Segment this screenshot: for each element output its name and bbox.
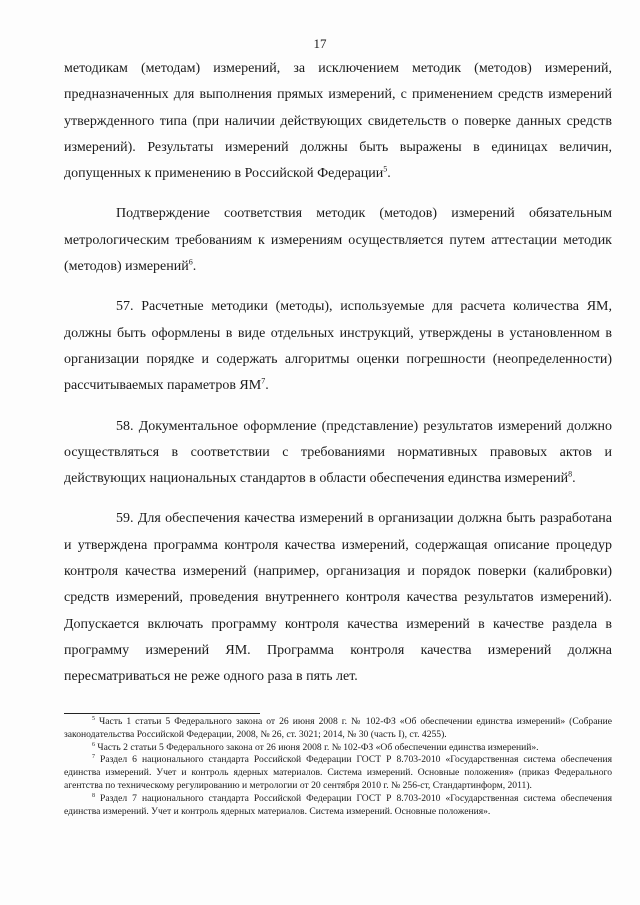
body-text — [64, 56, 612, 705]
paragraph-text: 57. Расчетные методики (методы), используемые для расчета количества ЯМ, должны быть оформлены в виде отдельных инструкций, утверждены в установленном в организации порядке и содержать алгоритмы оценки погрешности (неопределенности) рассчитываемых параметров ЯМ — [64, 299, 612, 394]
paragraph-continuation: методикам (методам) измерений, за исключением методик (методов) измерений, предназначенных для выполнения прямых измерений, с применением средств измерений утвержденного типа (при наличии действующих свидетельств о поверке данных средств измерений). Результаты измерений должны быть выражены в единицах величин, допущенных к применению в Российской Федерации$^5$. — [64, 61, 612, 182]
footnote-text: Раздел 7 национального стандарта Российской Федерации ГОСТ Р 8.703-2010 «Государственная система обеспечения единства измерений. Учет и контроль ядерных материалов. Система измерений. Основные положения». — [64, 792, 612, 817]
footnote-item — [64, 793, 612, 819]
footnote-text: Часть 2 статьи 5 Федерального закона от 26 июня 2008 г. № 102-ФЗ «Об обеспечении единства измерений». — [97, 741, 539, 753]
footnote-text: Раздел 6 национального стандарта Российской Федерации ГОСТ Р 8.703-2010 «Государственная система обеспечения единства измерений. Учет и контроль ядерных материалов. Система измерений. Основные положения» (приказ Федерального агентства по техническому регулированию и метрологии от 20 сентября 2010 г. № 256-ст, Стандартинформ, 2011). — [64, 754, 612, 791]
footnote-ref[interactable]: 6 — [188, 257, 193, 267]
paragraph-57: 57. Расчетные методики (методы), используемые для расчета количества ЯМ, должны быть оформлены в виде отдельных инструкций, утверждены в установленном в организации порядке и содержать алгоритмы оценки погрешности (неопределенности) рассчитываемых параметров $ЯМ^7$. — [64, 299, 612, 394]
paragraph-text: 59. Для обеспечения качества измерений в организации должна быть разработана и утверждена программа контроля качества измерений, содержащая описание процедур контроля качества измерений (например, организация и порядок поверки (калибровки) средств измерений, проведения внутреннего контроля качества результатов измерений). Допускается включать программу контроля качества измерений в качестве раздела в программу измерений ЯМ. Программа контроля качества измерений должна пересматриваться не реже одного раза в пять лет. — [64, 511, 612, 685]
paragraph-58: 58. Документальное оформление (представление) результатов измерений должно осуществляться в соответствии с требованиями нормативных правовых актов и действующих национальных стандартов в области обеспечения единства измерений$^8$. — [64, 418, 612, 487]
footnote-item — [64, 716, 612, 742]
footnote-mark: 5 — [92, 715, 95, 722]
footnote-mark: 7 — [92, 754, 95, 761]
paragraph-text: Подтверждение соответствия методик (методов) измерений обязательным метрологическим требованиям к измерениям осуществляется путем аттестации методик (методов) измерений — [64, 206, 612, 275]
footnote-mark: 6 — [92, 741, 95, 748]
paragraph-attestation: Подтверждение соответствия методик (методов) измерений обязательным метрологическим требованиям к измерениям осуществляется путем аттестации методик (методов) измерений$^6$. — [64, 206, 612, 275]
paragraph-59 — [64, 506, 612, 690]
footnote-separator — [64, 713, 260, 714]
footnote-ref[interactable]: 8 — [568, 469, 573, 479]
footnote-ref[interactable]: 5 — [383, 164, 388, 174]
footnote-ref[interactable]: 7 — [261, 376, 266, 386]
footnote-item — [64, 754, 612, 792]
paragraph-text: 58. Документальное оформление (представление) результатов измерений должно осуществляться в соответствии с требованиями нормативных правовых актов и действующих национальных стандартов в области обеспечения единства измерений — [64, 418, 612, 487]
footnote-item — [64, 742, 612, 755]
footnotes — [64, 716, 612, 818]
paragraph-text: методикам (методам) измерений, за исключением методик (методов) измерений, предназначенных для выполнения прямых измерений, с применением средств измерений утвержденного типа (при наличии действующих свидетельств о поверке данных средств измерений). Результаты измерений должны быть выражены в единицах величин, допущенных к применению в Российской Федерации — [64, 61, 612, 182]
footnote-mark: 8 — [92, 792, 95, 799]
footnote-text: Часть 1 статьи 5 Федерального закона от 26 июня 2008 г. № 102-ФЗ «Об обеспечении единства измерений» (Собрание законодательства Российской Федерации, 2008, № 26, ст. 3021; 2014, № 30 (часть I), ст. 4255). — [64, 716, 612, 740]
page-number: 17 — [313, 36, 327, 51]
